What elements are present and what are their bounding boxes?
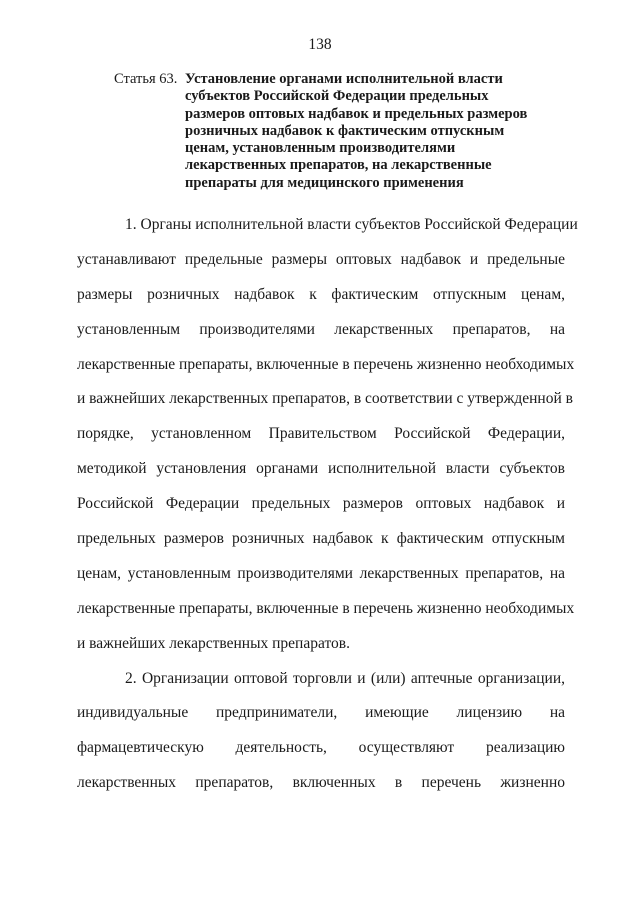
paragraph-line: установленным производителями лекарственных препаратов, на <box>77 320 565 338</box>
paragraph-line: размеры розничных надбавок к фактическим отпускным ценам, <box>77 285 565 303</box>
paragraph-line: Российской Федерации предельных размеров оптовых надбавок и <box>77 495 565 513</box>
paragraph-line: порядке, установленном Правительством Российской Федерации, <box>77 425 565 443</box>
paragraph-line: предельных размеров розничных надбавок к фактическим отпускным <box>77 530 565 548</box>
paragraph-1 <box>77 208 578 662</box>
paragraph-line: фармацевтическую деятельность, осуществляют реализацию <box>77 739 565 757</box>
article-title-line: размеров оптовых надбавок и предельных размеров <box>185 105 528 122</box>
paragraph-line: лекарственные препараты, включенные в перечень жизненно необходимых <box>77 355 575 373</box>
article-title-line: субъектов Российской Федерации предельных <box>185 88 489 105</box>
article-title-line: ценам, установленным производителями <box>185 140 456 157</box>
page-number: 138 <box>308 36 332 53</box>
article-title-line: препараты для медицинского применения <box>185 174 464 191</box>
paragraph-line: 1. Органы исполнительной власти субъектов Российской Федерации <box>125 216 578 233</box>
paragraph-line: и важнейших лекарственных препаратов, в соответствии с утвержденной в <box>77 390 573 408</box>
paragraph-line: устанавливают предельные размеры оптовых надбавок и предельные <box>77 250 565 268</box>
paragraph-line: и важнейших лекарственных препаратов. <box>77 634 350 652</box>
article-title <box>185 71 580 192</box>
paragraph-line: методикой установления органами исполнительной власти субъектов <box>77 460 565 478</box>
article-label: Статья 63. <box>114 71 178 87</box>
article-body <box>77 208 578 801</box>
paragraph-line: ценам, установленным производителями лекарственных препаратов, на <box>77 564 565 582</box>
paragraph-line: лекарственных препаратов, включенных в перечень жизненно <box>77 774 565 792</box>
article-title-line: лекарственных препаратов, на лекарственные <box>185 157 492 174</box>
paragraph-line: индивидуальные предприниматели, имеющие лицензию на <box>77 704 565 722</box>
paragraph-2 <box>77 662 565 802</box>
paragraph-line: 2. Организации оптовой торговли и (или) аптечные организации, <box>125 669 565 687</box>
paragraph-line: лекарственные препараты, включенные в перечень жизненно необходимых <box>77 599 575 617</box>
article-title-line: розничных надбавок к фактическим отпускным <box>185 122 505 139</box>
article-title-line: Установление органами исполнительной власти <box>185 71 503 87</box>
